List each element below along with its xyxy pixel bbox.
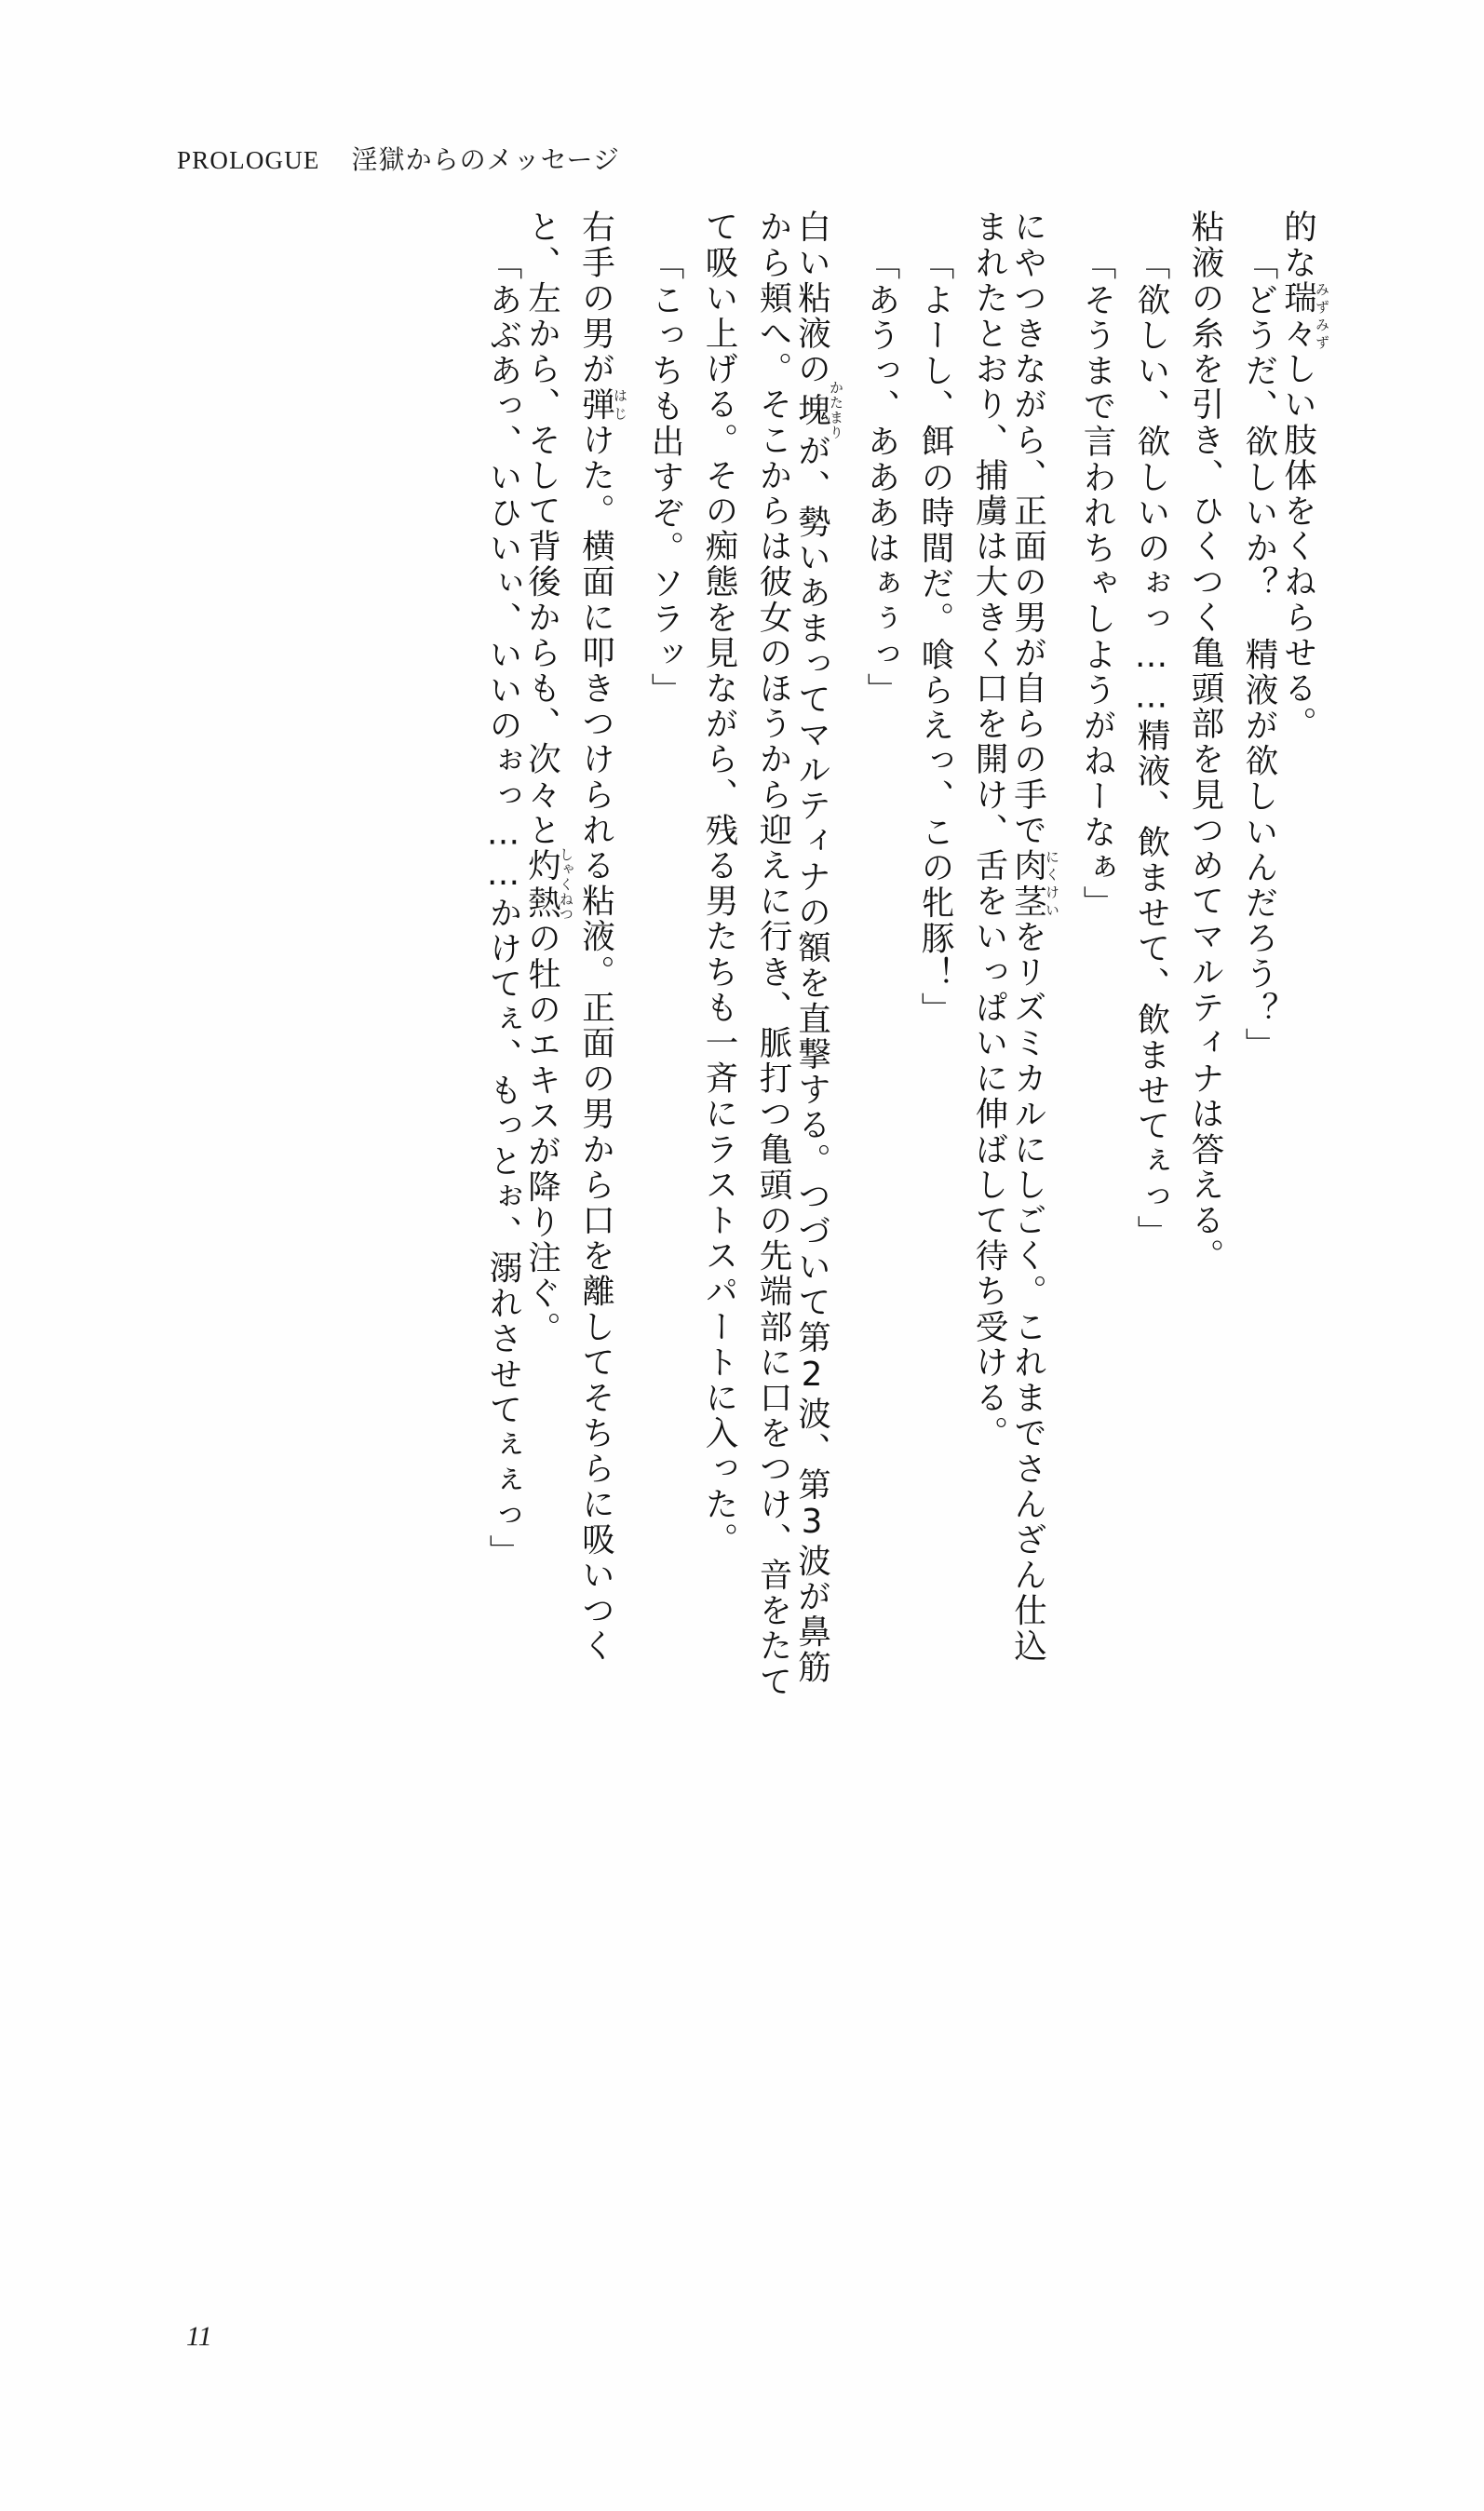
text-column: と、左から、そして背後からも、次々と灼熱しゃくねつの牡のエキスが降り注ぐ。 — [522, 209, 574, 1347]
text-column: 右手の男が弾はじけた。横面に叩きつけられる粘液。正面の男から口を離してそちらに吸いつく — [576, 209, 628, 1665]
running-head-label: PROLOGUE — [177, 146, 320, 174]
running-head — [177, 140, 620, 177]
text-column: から頬へ。そこからは彼女のほうから迎えに行き、脈打つ亀頭の先端部に口をつけ、音をたて — [754, 209, 792, 1700]
text-column: 「あうっ、あああはぁぅっ」 — [862, 247, 900, 709]
text-column: 「どうだ、欲しいか？ 精液が欲しいんだろう？」 — [1240, 247, 1278, 1063]
text-column: 「こっちも出すぞ。ソラッ」 — [646, 247, 684, 709]
page-number: 11 — [186, 2321, 212, 2352]
text-column: まれたとおり、捕虜は大きく口を開け、舌をいっぱいに伸ばして待ち受ける。 — [970, 209, 1008, 1451]
text-column: 的な瑞々みずみずしい肢体をくねらせる。 — [1278, 209, 1330, 742]
text-column: 「欲しい、欲しいのぉっ……精液、飲ませて、飲ませてぇっ」 — [1132, 247, 1170, 1250]
vertical-text-body — [158, 209, 1329, 2230]
text-column: 粘液の糸を引き、ひくつく亀頭部を見つめてマルティナは答える。 — [1186, 209, 1224, 1274]
text-column: 「そうまで言われちゃしようがねーなぁ」 — [1078, 247, 1116, 921]
running-head-title: 淫獄からのメッセージ — [351, 144, 620, 175]
text-column: 白い粘液の塊かたまりが、勢いあまってマルティナの額を直撃する。つづいて第2波、第3波が鼻筋 — [792, 209, 844, 1685]
text-column: 「あぶあっ、いひいぃ、いいのぉっ……かけてぇ、もっとぉ、溺れさせてぇぇっ」 — [484, 247, 522, 1570]
text-column: にやつきながら、正面の男が自らの手で肉茎にくけいをリズミカルにしごく。これまでさんざん仕込 — [1008, 209, 1060, 1665]
text-column: て吸い上げる。その痴態を見ながら、残る男たちも一斉にラストスパートに入った。 — [700, 209, 738, 1558]
text-column: 「よーし、餌の時間だ。喰らえっ、この牝豚！」 — [916, 247, 954, 1028]
